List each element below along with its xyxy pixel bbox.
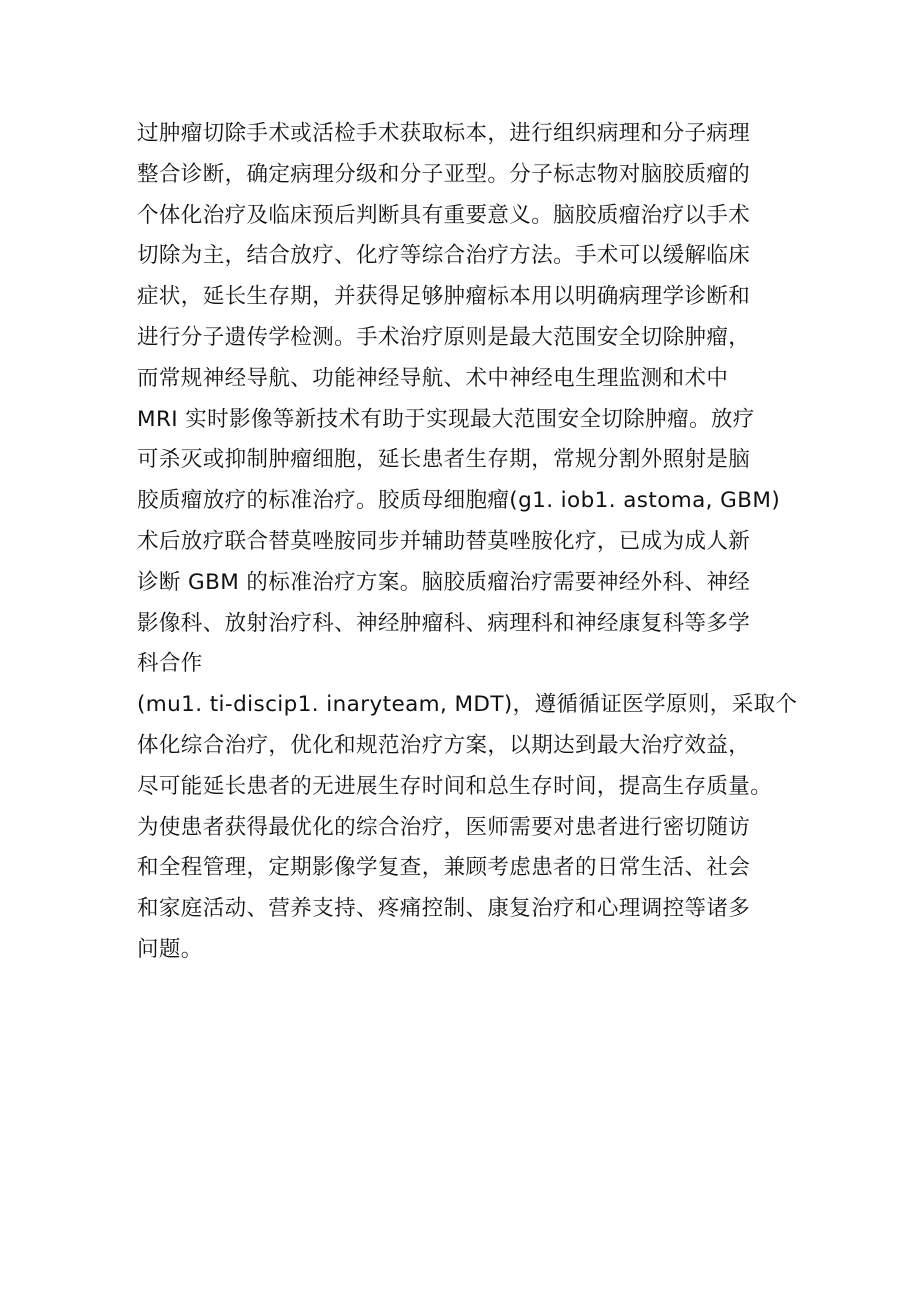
- text-line: (mu1. ti-discip1. inaryteam, MDT)，遵循循证医学原则，采取个: [137, 692, 798, 718]
- text-line: 过肿瘤切除手术或活检手术获取标本，进行组织病理和分子病理: [137, 121, 751, 146]
- text-line: MRI 实时影像等新技术有助于实现最大范围安全切除肿瘤。放疗: [137, 406, 755, 432]
- text-line: 尽可能延长患者的无进展生存时间和总生存时间，提高生存质量。: [137, 773, 773, 799]
- text-line: 科合作: [137, 651, 203, 677]
- body-paragraph: [137, 114, 817, 971]
- text-line: 个体化治疗及临床预后判断具有重要意义。脑胶质瘤治疗以手术: [137, 202, 751, 228]
- text-line: 和全程管理，定期影像学复查，兼顾考虑患者的日常生活、社会: [137, 855, 751, 881]
- text-line: 为使患者获得最优化的综合治疗，医师需要对患者进行密切随访: [137, 814, 751, 840]
- text-line: 和家庭活动、营养支持、疼痛控制、康复治疗和心理调控等诸多: [137, 896, 751, 922]
- text-line: 术后放疗联合替莫唑胺同步并辅助替莫唑胺化疗，已成为成人新: [137, 528, 751, 554]
- text-line: 可杀灭或抑制肿瘤细胞，延长患者生存期，常规分割外照射是脑: [137, 447, 751, 473]
- text-line: 症状，延长生存期，并获得足够肿瘤标本用以明确病理学诊断和: [137, 284, 751, 310]
- text-line: 整合诊断，确定病理分级和分子亚型。分子标志物对脑胶质瘤的: [137, 161, 751, 187]
- text-line: 问题。: [137, 936, 203, 962]
- text-line: 进行分子遗传学检测。手术治疗原则是最大范围安全切除肿瘤，: [137, 324, 751, 350]
- text-line: 诊断 GBM 的标准治疗方案。脑胶质瘤治疗需要神经外科、神经: [137, 569, 751, 595]
- text-line: 体化综合治疗，优化和规范治疗方案，以期达到最大治疗效益，: [137, 732, 751, 758]
- text-line: 切除为主，结合放疗、化疗等综合治疗方法。手术可以缓解临床: [137, 243, 751, 269]
- text-line: 影像科、放射治疗科、神经肿瘤科、病理科和神经康复科等多学: [137, 610, 751, 636]
- text-line: 胶质瘤放疗的标准治疗。胶质母细胞瘤(g1. iob1. astoma, GBM): [137, 488, 781, 514]
- text-line: 而常规神经导航、功能神经导航、术中神经电生理监测和术中: [137, 365, 729, 391]
